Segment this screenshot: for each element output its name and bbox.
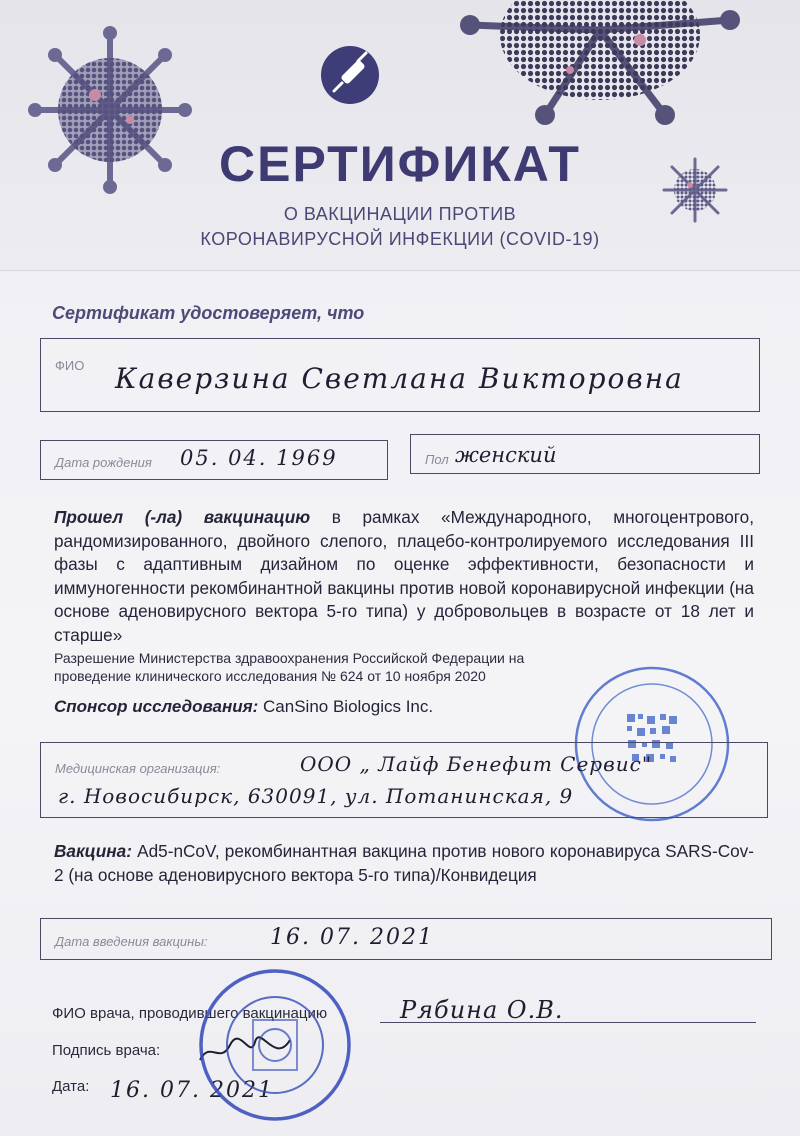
certifies-text: Сертификат удостоверяет, что xyxy=(52,303,365,323)
sponsor-value: CanSino Biologics Inc. xyxy=(258,697,434,716)
virus-icon xyxy=(450,0,750,130)
doctor-fio-value: Рябина О.В. xyxy=(400,996,564,1024)
certificate-subtitle-line2: КОРОНАВИРУСНОЙ ИНФЕКЦИИ (COVID-19) xyxy=(200,229,600,249)
administration-date-value: 16. 07. 2021 xyxy=(270,925,434,950)
administration-date-label: Дата введения вакцины: xyxy=(55,934,208,949)
header-divider xyxy=(0,270,800,271)
medical-org-label: Медицинская организация: xyxy=(55,761,221,776)
doctor-date-value: 16. 07. 2021 xyxy=(110,1078,274,1103)
birth-date-label: Дата рождения xyxy=(55,455,152,470)
ministry-permit: Разрешение Министерства здравоохранения Российской Федерации на проведение клинического исследования № 624 от 10 ноября 2020 xyxy=(54,650,525,684)
fio-label: ФИО xyxy=(55,358,85,373)
vaccine-value: Ad5-nCoV, рекомбинантная вакцина против нового коронавируса SARS-Cov-2 (на основе аденовирусного вектора 5-го типа)/Конвидеция xyxy=(54,841,754,885)
vaccine-paragraph xyxy=(54,840,754,887)
medical-org-line2: г. Новосибирск, 630091, ул. Потанинская, 9 xyxy=(58,784,574,808)
fio-value: Каверзина Светлана Викторовна xyxy=(115,362,684,395)
sex-label: Пол xyxy=(425,452,449,467)
vaccination-paragraph xyxy=(54,506,754,647)
doctor-signature-label: Подпись врача: xyxy=(52,1042,161,1059)
sex-value: женский xyxy=(455,443,557,467)
medical-org-line1: ООО „ Лайф Бенефит Сервис" xyxy=(300,752,653,776)
syringe-logo-icon xyxy=(320,45,380,105)
birth-date-value: 05. 04. 1969 xyxy=(180,446,338,470)
certificate-title: СЕРТИФИКАТ xyxy=(219,136,581,192)
doctor-stamp xyxy=(195,965,355,1125)
sponsor-label: Спонсор исследования: xyxy=(54,697,259,716)
vaccination-body: в рамках «Международного, многоцентрового, рандомизированного, двойного слепого, плацебо-контролируемого исследования III фазы с адаптивным дизайном по оценке эффективности, безопасности и иммуногенности рекомбинантной вакцины против новой коронавирусной инфекции (на основе аденовирусного вектора 5-го типа) у добровольцев в возрасте от 18 лет и старше» xyxy=(54,507,754,645)
vaccination-lead: Прошел (-ла) вакцинацию xyxy=(54,507,311,527)
certificate-subtitle-line1: О ВАКЦИНАЦИИ ПРОТИВ xyxy=(283,204,517,224)
doctor-fio-label: ФИО врача, проводившего вакцинацию xyxy=(52,1005,328,1022)
sponsor-line xyxy=(54,697,433,717)
doctor-date-label: Дата: xyxy=(52,1078,90,1095)
vaccine-label: Вакцина: xyxy=(54,841,132,861)
